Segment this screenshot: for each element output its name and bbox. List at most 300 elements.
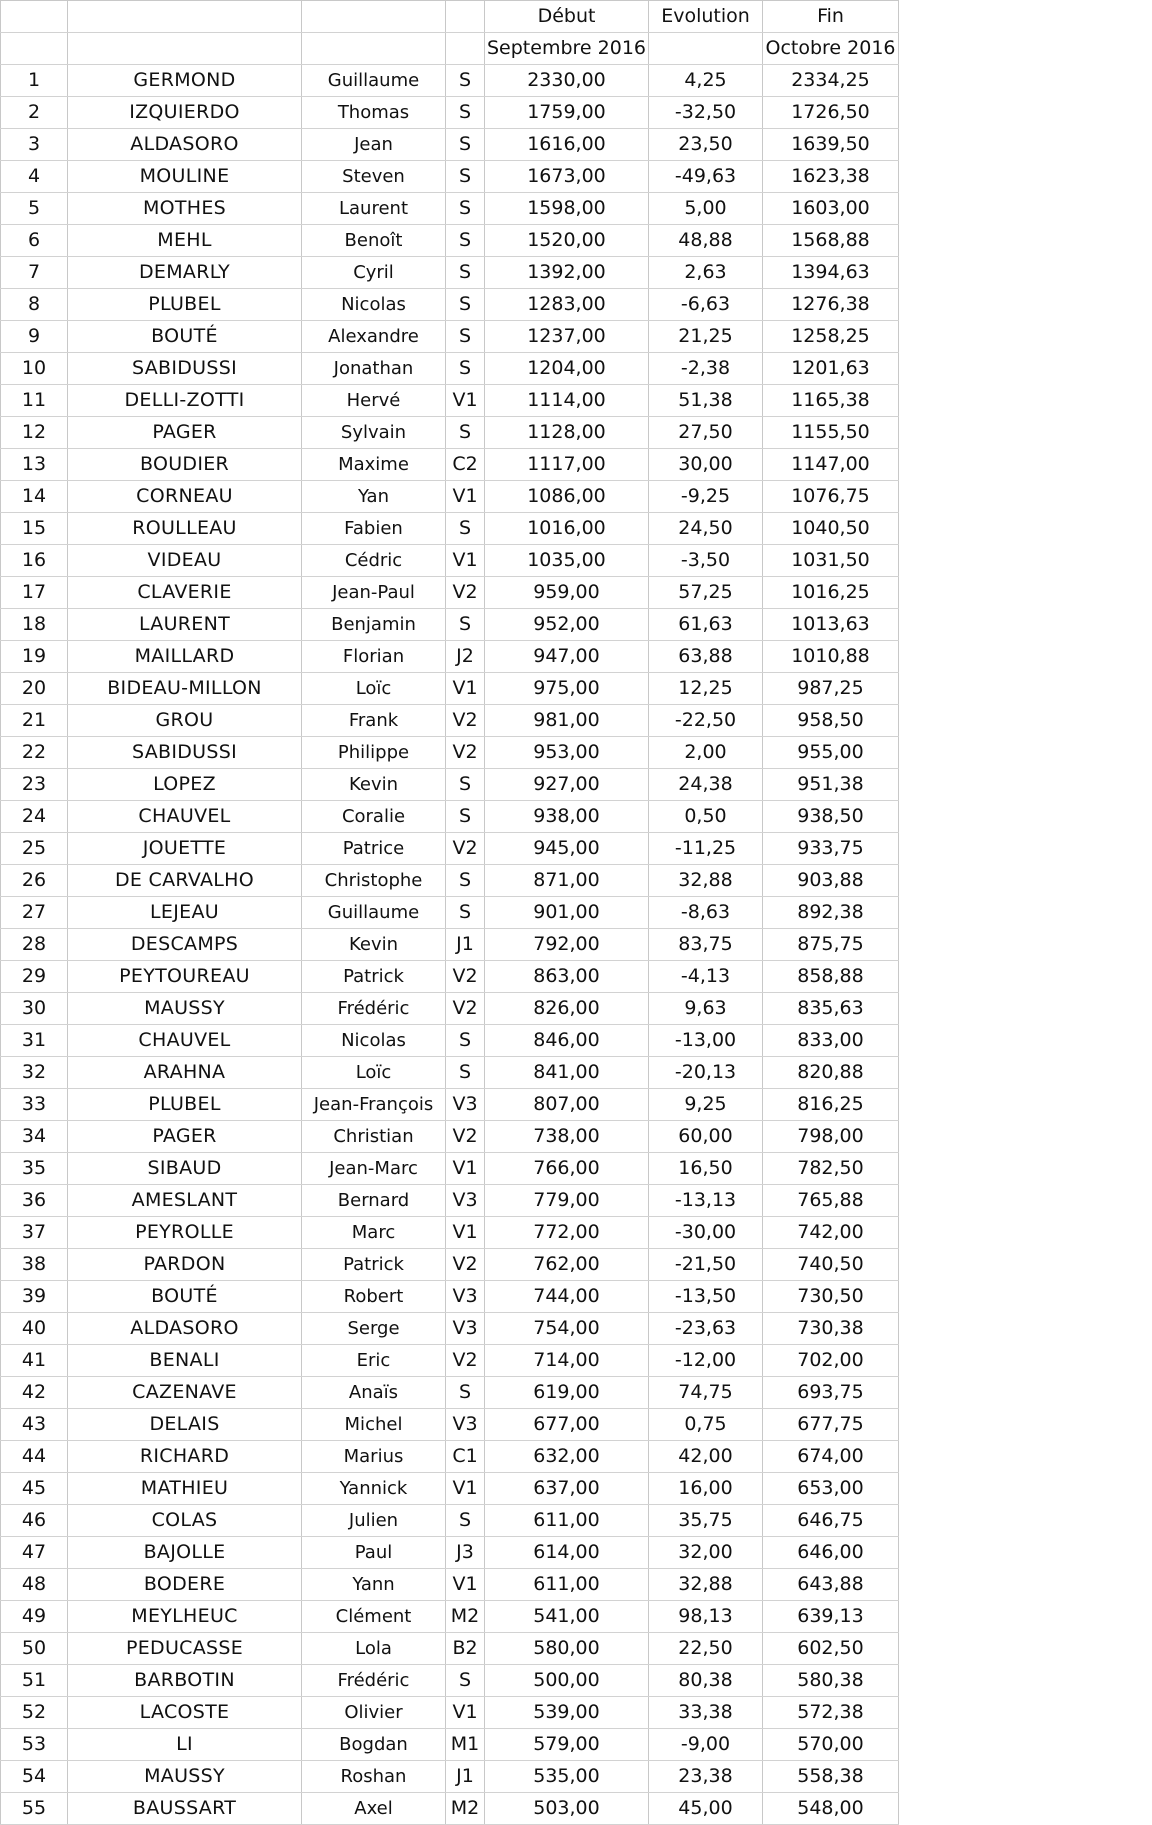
debut-cell: 871,00	[485, 865, 649, 897]
table-row	[1, 1089, 899, 1121]
firstname-cell: Fabien	[302, 513, 446, 545]
evolution-cell: 24,50	[649, 513, 763, 545]
firstname-cell: Olivier	[302, 1697, 446, 1729]
firstname-cell: Jean-François	[302, 1089, 446, 1121]
lastname-cell: LEJEAU	[68, 897, 302, 929]
evolution-cell: -23,63	[649, 1313, 763, 1345]
header-row-2	[1, 33, 899, 65]
debut-cell: 714,00	[485, 1345, 649, 1377]
debut-cell: 1520,00	[485, 225, 649, 257]
table-row	[1, 1697, 899, 1729]
category-cell: S	[446, 1505, 485, 1537]
evolution-cell: 0,75	[649, 1409, 763, 1441]
firstname-cell: Axel	[302, 1793, 446, 1825]
rank-cell: 20	[1, 673, 68, 705]
category-cell: C2	[446, 449, 485, 481]
evolution-cell: -6,63	[649, 289, 763, 321]
fin-cell: 835,63	[763, 993, 899, 1025]
category-cell: V3	[446, 1185, 485, 1217]
table-row	[1, 1793, 899, 1825]
debut-cell: 938,00	[485, 801, 649, 833]
table-row	[1, 289, 899, 321]
rank-cell: 48	[1, 1569, 68, 1601]
category-cell: J1	[446, 1761, 485, 1793]
header-fin-period: Octobre 2016	[763, 33, 899, 65]
fin-cell: 938,50	[763, 801, 899, 833]
lastname-cell: GROU	[68, 705, 302, 737]
debut-cell: 754,00	[485, 1313, 649, 1345]
debut-cell: 826,00	[485, 993, 649, 1025]
debut-cell: 677,00	[485, 1409, 649, 1441]
table-row	[1, 1345, 899, 1377]
evolution-cell: 23,38	[649, 1761, 763, 1793]
table-row	[1, 1761, 899, 1793]
debut-cell: 846,00	[485, 1025, 649, 1057]
category-cell: J3	[446, 1537, 485, 1569]
firstname-cell: Kevin	[302, 769, 446, 801]
evolution-cell: -9,00	[649, 1729, 763, 1761]
firstname-cell: Christian	[302, 1121, 446, 1153]
evolution-cell: 4,25	[649, 65, 763, 97]
fin-cell: 1639,50	[763, 129, 899, 161]
evolution-cell: 45,00	[649, 1793, 763, 1825]
lastname-cell: PEYROLLE	[68, 1217, 302, 1249]
rank-cell: 46	[1, 1505, 68, 1537]
header-fin: Fin	[763, 1, 899, 33]
rank-cell: 55	[1, 1793, 68, 1825]
rank-cell: 37	[1, 1217, 68, 1249]
table-row	[1, 865, 899, 897]
rank-cell: 32	[1, 1057, 68, 1089]
table-row	[1, 1313, 899, 1345]
lastname-cell: BOUTÉ	[68, 1281, 302, 1313]
table-row	[1, 1473, 899, 1505]
evolution-cell: 98,13	[649, 1601, 763, 1633]
fin-cell: 1726,50	[763, 97, 899, 129]
category-cell: S	[446, 65, 485, 97]
lastname-cell: SIBAUD	[68, 1153, 302, 1185]
lastname-cell: CAZENAVE	[68, 1377, 302, 1409]
firstname-cell: Jonathan	[302, 353, 446, 385]
category-cell: V3	[446, 1281, 485, 1313]
debut-cell: 975,00	[485, 673, 649, 705]
table-row	[1, 353, 899, 385]
category-cell: V2	[446, 577, 485, 609]
category-cell: V3	[446, 1089, 485, 1121]
debut-cell: 632,00	[485, 1441, 649, 1473]
rank-cell: 44	[1, 1441, 68, 1473]
debut-cell: 579,00	[485, 1729, 649, 1761]
debut-cell: 1616,00	[485, 129, 649, 161]
table-row	[1, 833, 899, 865]
debut-cell: 1673,00	[485, 161, 649, 193]
lastname-cell: MAUSSY	[68, 993, 302, 1025]
table-row	[1, 225, 899, 257]
category-cell: S	[446, 353, 485, 385]
fin-cell: 820,88	[763, 1057, 899, 1089]
category-cell: J1	[446, 929, 485, 961]
debut-cell: 1237,00	[485, 321, 649, 353]
debut-cell: 959,00	[485, 577, 649, 609]
debut-cell: 901,00	[485, 897, 649, 929]
fin-cell: 1276,38	[763, 289, 899, 321]
table-row	[1, 1729, 899, 1761]
evolution-cell: 80,38	[649, 1665, 763, 1697]
firstname-cell: Florian	[302, 641, 446, 673]
firstname-cell: Philippe	[302, 737, 446, 769]
table-row	[1, 705, 899, 737]
table-row	[1, 737, 899, 769]
lastname-cell: LACOSTE	[68, 1697, 302, 1729]
header-blank	[68, 33, 302, 65]
evolution-cell: 48,88	[649, 225, 763, 257]
rank-cell: 24	[1, 801, 68, 833]
fin-cell: 580,38	[763, 1665, 899, 1697]
lastname-cell: LAURENT	[68, 609, 302, 641]
firstname-cell: Sylvain	[302, 417, 446, 449]
debut-cell: 503,00	[485, 1793, 649, 1825]
table-row	[1, 417, 899, 449]
firstname-cell: Anaïs	[302, 1377, 446, 1409]
lastname-cell: DEMARLY	[68, 257, 302, 289]
rank-cell: 16	[1, 545, 68, 577]
rank-cell: 33	[1, 1089, 68, 1121]
debut-cell: 738,00	[485, 1121, 649, 1153]
firstname-cell: Alexandre	[302, 321, 446, 353]
rank-cell: 25	[1, 833, 68, 865]
evolution-cell: -9,25	[649, 481, 763, 513]
fin-cell: 1031,50	[763, 545, 899, 577]
evolution-cell: 32,88	[649, 865, 763, 897]
evolution-cell: 35,75	[649, 1505, 763, 1537]
debut-cell: 1283,00	[485, 289, 649, 321]
evolution-cell: 74,75	[649, 1377, 763, 1409]
evolution-cell: 12,25	[649, 673, 763, 705]
table-row	[1, 577, 899, 609]
lastname-cell: VIDEAU	[68, 545, 302, 577]
rank-cell: 26	[1, 865, 68, 897]
firstname-cell: Loïc	[302, 1057, 446, 1089]
firstname-cell: Benoît	[302, 225, 446, 257]
firstname-cell: Cyril	[302, 257, 446, 289]
fin-cell: 572,38	[763, 1697, 899, 1729]
category-cell: M2	[446, 1793, 485, 1825]
firstname-cell: Clément	[302, 1601, 446, 1633]
evolution-cell: 23,50	[649, 129, 763, 161]
rank-cell: 3	[1, 129, 68, 161]
category-cell: S	[446, 801, 485, 833]
table-row	[1, 1569, 899, 1601]
category-cell: S	[446, 1665, 485, 1697]
rank-cell: 5	[1, 193, 68, 225]
debut-cell: 863,00	[485, 961, 649, 993]
fin-cell: 740,50	[763, 1249, 899, 1281]
category-cell: V2	[446, 705, 485, 737]
lastname-cell: IZQUIERDO	[68, 97, 302, 129]
debut-cell: 1392,00	[485, 257, 649, 289]
table-row	[1, 1185, 899, 1217]
rank-cell: 31	[1, 1025, 68, 1057]
table-row	[1, 1057, 899, 1089]
fin-cell: 1603,00	[763, 193, 899, 225]
table-row	[1, 993, 899, 1025]
fin-cell: 1016,25	[763, 577, 899, 609]
category-cell: V1	[446, 481, 485, 513]
table-row	[1, 673, 899, 705]
table-row	[1, 897, 899, 929]
firstname-cell: Jean-Marc	[302, 1153, 446, 1185]
evolution-cell: 2,00	[649, 737, 763, 769]
evolution-cell: -11,25	[649, 833, 763, 865]
firstname-cell: Maxime	[302, 449, 446, 481]
lastname-cell: MEYLHEUC	[68, 1601, 302, 1633]
category-cell: V1	[446, 385, 485, 417]
fin-cell: 1010,88	[763, 641, 899, 673]
category-cell: V1	[446, 1569, 485, 1601]
firstname-cell: Patrice	[302, 833, 446, 865]
table-row	[1, 1281, 899, 1313]
table-row	[1, 1665, 899, 1697]
rank-cell: 19	[1, 641, 68, 673]
table-row	[1, 449, 899, 481]
lastname-cell: PAGER	[68, 1121, 302, 1153]
lastname-cell: DELAIS	[68, 1409, 302, 1441]
evolution-cell: 27,50	[649, 417, 763, 449]
header-blank	[446, 33, 485, 65]
rank-cell: 23	[1, 769, 68, 801]
lastname-cell: BIDEAU-MILLON	[68, 673, 302, 705]
firstname-cell: Jean-Paul	[302, 577, 446, 609]
debut-cell: 841,00	[485, 1057, 649, 1089]
header-blank	[446, 1, 485, 33]
category-cell: V1	[446, 1153, 485, 1185]
category-cell: S	[446, 417, 485, 449]
lastname-cell: PARDON	[68, 1249, 302, 1281]
category-cell: S	[446, 225, 485, 257]
rank-cell: 22	[1, 737, 68, 769]
rank-cell: 49	[1, 1601, 68, 1633]
lastname-cell: ALDASORO	[68, 1313, 302, 1345]
evolution-cell: 9,25	[649, 1089, 763, 1121]
fin-cell: 765,88	[763, 1185, 899, 1217]
firstname-cell: Benjamin	[302, 609, 446, 641]
debut-cell: 762,00	[485, 1249, 649, 1281]
fin-cell: 1258,25	[763, 321, 899, 353]
lastname-cell: BODERE	[68, 1569, 302, 1601]
header-blank	[302, 1, 446, 33]
fin-cell: 1155,50	[763, 417, 899, 449]
table-row	[1, 1441, 899, 1473]
table-row	[1, 1505, 899, 1537]
evolution-cell: 9,63	[649, 993, 763, 1025]
fin-cell: 674,00	[763, 1441, 899, 1473]
fin-cell: 643,88	[763, 1569, 899, 1601]
lastname-cell: PEDUCASSE	[68, 1633, 302, 1665]
rank-cell: 10	[1, 353, 68, 385]
debut-cell: 535,00	[485, 1761, 649, 1793]
header-row-1	[1, 1, 899, 33]
fin-cell: 1201,63	[763, 353, 899, 385]
category-cell: S	[446, 1057, 485, 1089]
debut-cell: 1114,00	[485, 385, 649, 417]
category-cell: V2	[446, 1121, 485, 1153]
fin-cell: 987,25	[763, 673, 899, 705]
table-row	[1, 193, 899, 225]
evolution-cell: 51,38	[649, 385, 763, 417]
evolution-cell: 33,38	[649, 1697, 763, 1729]
evolution-cell: -21,50	[649, 1249, 763, 1281]
table-row	[1, 513, 899, 545]
table-row	[1, 1217, 899, 1249]
category-cell: S	[446, 1377, 485, 1409]
lastname-cell: MEHL	[68, 225, 302, 257]
header-debut: Début	[485, 1, 649, 33]
table-row	[1, 481, 899, 513]
lastname-cell: PAGER	[68, 417, 302, 449]
fin-cell: 602,50	[763, 1633, 899, 1665]
fin-cell: 1040,50	[763, 513, 899, 545]
firstname-cell: Coralie	[302, 801, 446, 833]
firstname-cell: Guillaume	[302, 65, 446, 97]
fin-cell: 1394,63	[763, 257, 899, 289]
firstname-cell: Nicolas	[302, 1025, 446, 1057]
lastname-cell: BENALI	[68, 1345, 302, 1377]
rank-cell: 43	[1, 1409, 68, 1441]
debut-cell: 772,00	[485, 1217, 649, 1249]
fin-cell: 646,75	[763, 1505, 899, 1537]
fin-cell: 858,88	[763, 961, 899, 993]
lastname-cell: BARBOTIN	[68, 1665, 302, 1697]
table-row	[1, 1601, 899, 1633]
evolution-cell: -32,50	[649, 97, 763, 129]
firstname-cell: Loïc	[302, 673, 446, 705]
category-cell: V1	[446, 1473, 485, 1505]
category-cell: S	[446, 161, 485, 193]
debut-cell: 1128,00	[485, 417, 649, 449]
table-row	[1, 641, 899, 673]
fin-cell: 548,00	[763, 1793, 899, 1825]
header-blank	[302, 33, 446, 65]
evolution-cell: 32,00	[649, 1537, 763, 1569]
debut-cell: 947,00	[485, 641, 649, 673]
evolution-cell: -22,50	[649, 705, 763, 737]
category-cell: M2	[446, 1601, 485, 1633]
rank-cell: 54	[1, 1761, 68, 1793]
table-row	[1, 1025, 899, 1057]
table-row	[1, 1377, 899, 1409]
evolution-cell: 16,50	[649, 1153, 763, 1185]
lastname-cell: CHAUVEL	[68, 1025, 302, 1057]
rank-cell: 34	[1, 1121, 68, 1153]
lastname-cell: CORNEAU	[68, 481, 302, 513]
firstname-cell: Marc	[302, 1217, 446, 1249]
rank-cell: 18	[1, 609, 68, 641]
firstname-cell: Nicolas	[302, 289, 446, 321]
category-cell: V1	[446, 1697, 485, 1729]
firstname-cell: Hervé	[302, 385, 446, 417]
category-cell: S	[446, 609, 485, 641]
fin-cell: 955,00	[763, 737, 899, 769]
category-cell: S	[446, 865, 485, 897]
rank-cell: 50	[1, 1633, 68, 1665]
evolution-cell: -2,38	[649, 353, 763, 385]
firstname-cell: Jean	[302, 129, 446, 161]
debut-cell: 981,00	[485, 705, 649, 737]
lastname-cell: CLAVERIE	[68, 577, 302, 609]
category-cell: S	[446, 513, 485, 545]
category-cell: S	[446, 129, 485, 161]
rank-cell: 2	[1, 97, 68, 129]
lastname-cell: MATHIEU	[68, 1473, 302, 1505]
evolution-cell: -13,00	[649, 1025, 763, 1057]
evolution-cell: -20,13	[649, 1057, 763, 1089]
category-cell: V2	[446, 833, 485, 865]
lastname-cell: BAJOLLE	[68, 1537, 302, 1569]
lastname-cell: MOULINE	[68, 161, 302, 193]
firstname-cell: Michel	[302, 1409, 446, 1441]
rank-cell: 30	[1, 993, 68, 1025]
table-row	[1, 1249, 899, 1281]
table-row	[1, 769, 899, 801]
table-row	[1, 1153, 899, 1185]
firstname-cell: Bogdan	[302, 1729, 446, 1761]
category-cell: S	[446, 289, 485, 321]
rank-cell: 45	[1, 1473, 68, 1505]
lastname-cell: SABIDUSSI	[68, 737, 302, 769]
table-row	[1, 545, 899, 577]
fin-cell: 570,00	[763, 1729, 899, 1761]
table-row	[1, 1537, 899, 1569]
lastname-cell: CHAUVEL	[68, 801, 302, 833]
firstname-cell: Yan	[302, 481, 446, 513]
rank-cell: 47	[1, 1537, 68, 1569]
table-row	[1, 961, 899, 993]
rank-cell: 11	[1, 385, 68, 417]
category-cell: J2	[446, 641, 485, 673]
category-cell: V1	[446, 545, 485, 577]
lastname-cell: LOPEZ	[68, 769, 302, 801]
firstname-cell: Laurent	[302, 193, 446, 225]
lastname-cell: LI	[68, 1729, 302, 1761]
debut-cell: 952,00	[485, 609, 649, 641]
evolution-cell: 2,63	[649, 257, 763, 289]
fin-cell: 1165,38	[763, 385, 899, 417]
firstname-cell: Kevin	[302, 929, 446, 961]
debut-cell: 792,00	[485, 929, 649, 961]
debut-cell: 611,00	[485, 1569, 649, 1601]
table-row	[1, 1409, 899, 1441]
lastname-cell: MOTHES	[68, 193, 302, 225]
fin-cell: 730,38	[763, 1313, 899, 1345]
fin-cell: 702,00	[763, 1345, 899, 1377]
rank-cell: 29	[1, 961, 68, 993]
debut-cell: 1204,00	[485, 353, 649, 385]
debut-cell: 927,00	[485, 769, 649, 801]
evolution-cell: 5,00	[649, 193, 763, 225]
header-blank	[649, 33, 763, 65]
firstname-cell: Frank	[302, 705, 446, 737]
header-blank	[68, 1, 302, 33]
table-row	[1, 321, 899, 353]
category-cell: V1	[446, 1217, 485, 1249]
header-debut-period: Septembre 2016	[485, 33, 649, 65]
debut-cell: 1016,00	[485, 513, 649, 545]
table-row	[1, 65, 899, 97]
lastname-cell: BOUTÉ	[68, 321, 302, 353]
rank-cell: 38	[1, 1249, 68, 1281]
fin-cell: 1623,38	[763, 161, 899, 193]
debut-cell: 2330,00	[485, 65, 649, 97]
